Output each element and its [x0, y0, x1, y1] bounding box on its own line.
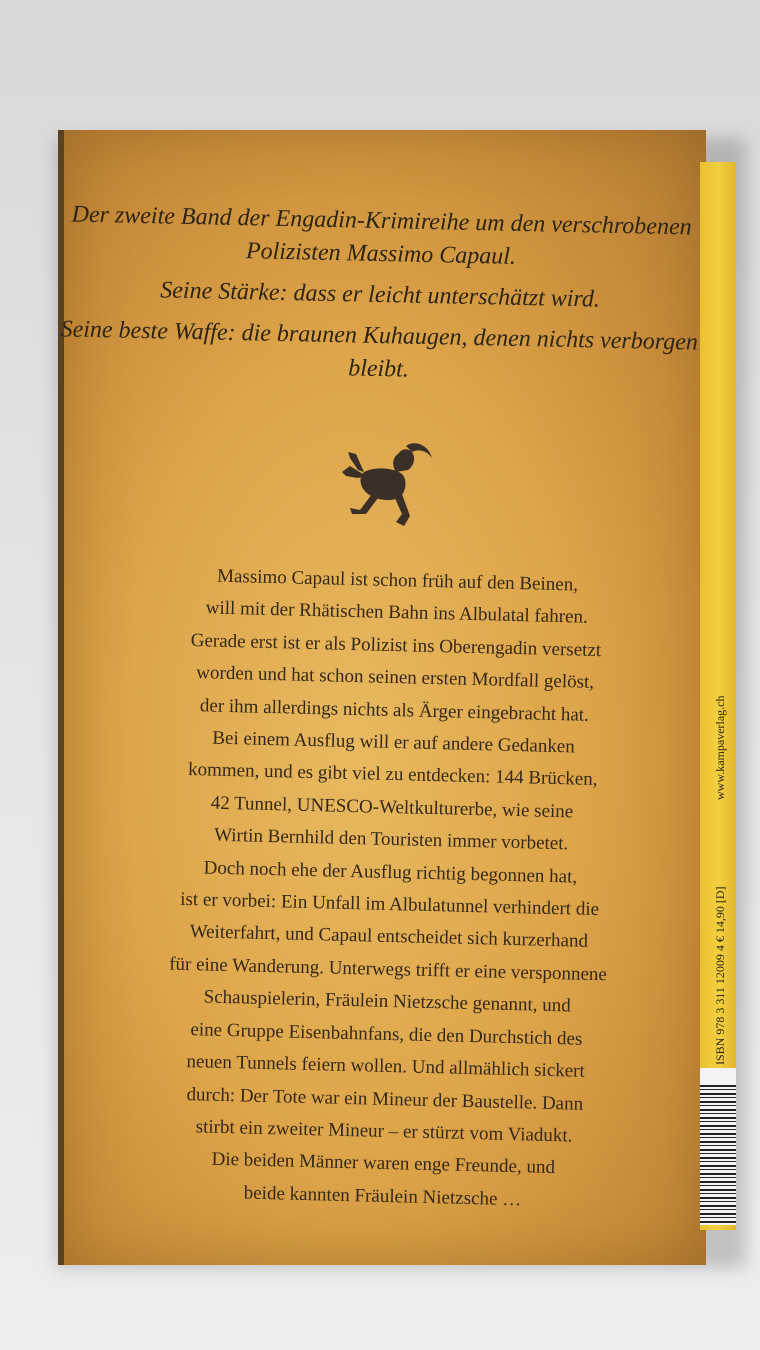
- blurb-line: Gerade erst ist er als Polizist ins Oberengadin versetzt: [190, 629, 602, 661]
- blurb-line: Weiterfahrt, und Capaul entscheidet sich kurzerhand: [189, 921, 589, 953]
- blurb-line: stirbt ein zweiter Mineur – er stürzt vom Viadukt.: [195, 1116, 573, 1147]
- blurb-line: durch: Der Tote war ein Mineur der Baustelle. Dann: [186, 1083, 584, 1115]
- tagline: [58, 198, 702, 400]
- blurb-line: Die beiden Männer waren enge Freunde, und: [211, 1149, 556, 1179]
- blurb-line: Doch noch ehe der Ausflug richtig begonnen hat,: [203, 857, 578, 888]
- blurb-line: beide kannten Fräulein Nietzsche …: [243, 1182, 522, 1211]
- blurb-line: neuen Tunnels feiern wollen. Und allmählich sickert: [186, 1051, 586, 1082]
- blurb-line: Schauspielerin, Fräulein Nietzsche genannt, und: [203, 986, 572, 1017]
- ibex-icon: [336, 436, 436, 532]
- blurb-line: eine Gruppe Eisenbahnfans, die den Durchstich des: [190, 1018, 583, 1050]
- tagline-line: Der zweite Band der Engadin-Krimireihe um den verschrobenen Polizisten Massimo Capaul.: [71, 201, 692, 270]
- isbn-price: ISBN 978 3 311 12009 4 € 14,90 [D]: [713, 886, 727, 1065]
- blurb-line: 42 Tunnel, UNESCO-Weltkulturerbe, wie seine: [210, 792, 574, 823]
- blurb-line: ist er vorbei: Ein Unfall im Albulatunnel verhindert die: [179, 888, 600, 921]
- blurb-line: für eine Wanderung. Unterwegs trifft er eine versponnene: [168, 953, 608, 986]
- barcode-margin: [700, 1068, 736, 1086]
- blurb-line: kommen, und es gibt viel zu entdecken: 144 Brücken,: [187, 759, 598, 791]
- barcode: [700, 1085, 736, 1225]
- blurb-line: der ihm allerdings nichts als Ärger eingebracht hat.: [199, 694, 590, 726]
- blurb-line: Wirtin Bernhild den Touristen immer vorbetet.: [213, 824, 569, 855]
- tagline-line: Seine beste Waffe: die braunen Kuhaugen, denen nichts verborgen bleibt.: [60, 316, 699, 383]
- tagline-line: Seine Stärke: dass er leicht unterschätzt wird.: [160, 277, 601, 313]
- blurb-line: Massimo Capaul ist schon früh auf den Beinen,: [216, 565, 579, 596]
- book-blurb: [122, 559, 658, 1220]
- blurb-line: worden und hat schon seinen ersten Mordfall gelöst,: [196, 662, 595, 694]
- blurb-line: will mit der Rhätischen Bahn ins Albulatal fahren.: [205, 597, 588, 629]
- blurb-line: Bei einem Ausflug will er auf andere Gedanken: [212, 727, 576, 758]
- publisher-website: www.kampaverlag.ch: [713, 695, 727, 800]
